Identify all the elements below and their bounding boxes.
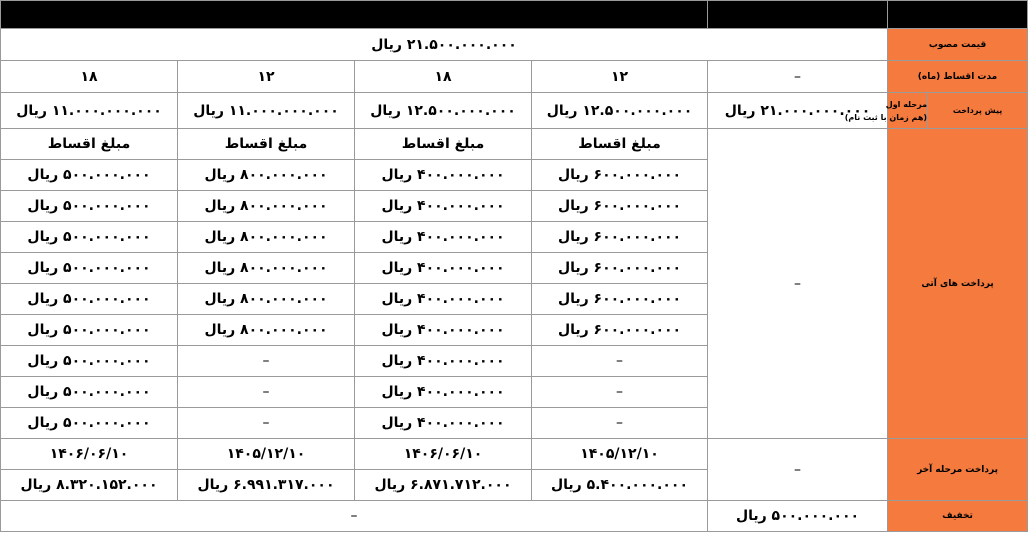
header-installment: اقساطی [1, 1, 708, 29]
plan-2-installment-4: ۴۰۰.۰۰۰.۰۰۰ ریال [355, 253, 532, 284]
duration-label: مدت اقساط (ماه) [888, 61, 1028, 93]
plan-4-prepayment: ۱۱.۰۰۰.۰۰۰.۰۰۰ ریال [1, 93, 178, 129]
plan-4-installment-4: ۵۰۰.۰۰۰.۰۰۰ ریال [1, 253, 178, 284]
installments-header-row [1, 129, 1028, 160]
header-terms: شرایط [888, 1, 1028, 29]
plan-1-prepayment: ۱۲.۵۰۰.۰۰۰.۰۰۰ ریال [532, 93, 708, 129]
plan-4-installment-1: ۵۰۰.۰۰۰.۰۰۰ ریال [1, 160, 178, 191]
plan-4-final-amount: ۸.۳۲۰.۱۵۲.۰۰۰ ریال [1, 470, 178, 501]
header-row [1, 1, 1028, 29]
stage-one-line1: مرحله اول [885, 99, 928, 109]
plan-1-installment-9: – [532, 408, 708, 439]
installment-discount: – [1, 501, 708, 532]
plan-2-installments-header: مبلغ اقساط [355, 129, 532, 160]
plan-1-installment-3: ۶۰۰.۰۰۰.۰۰۰ ریال [532, 222, 708, 253]
stage-one-label [844, 93, 928, 129]
approved-price-row [1, 29, 1028, 61]
header-cash: نقدی [708, 1, 888, 29]
plan-3-installment-5: ۸۰۰.۰۰۰.۰۰۰ ریال [178, 284, 355, 315]
plan-3-final-date: ۱۴۰۵/۱۲/۱۰ [178, 439, 355, 470]
plan-1-installment-2: ۶۰۰.۰۰۰.۰۰۰ ریال [532, 191, 708, 222]
plan-2-installment-7: ۴۰۰.۰۰۰.۰۰۰ ریال [355, 346, 532, 377]
plan-2-final-date: ۱۴۰۶/۰۶/۱۰ [355, 439, 532, 470]
plan-2-final-amount: ۶.۸۷۱.۷۱۲.۰۰۰ ریال [355, 470, 532, 501]
plan-1-final-amount: ۵.۴۰۰.۰۰۰.۰۰۰ ریال [532, 470, 708, 501]
plan-2-installment-9: ۴۰۰.۰۰۰.۰۰۰ ریال [355, 408, 532, 439]
plan-3-installments-header: مبلغ اقساط [178, 129, 355, 160]
plan-4-final-date: ۱۴۰۶/۰۶/۱۰ [1, 439, 178, 470]
plan-3-installment-3: ۸۰۰.۰۰۰.۰۰۰ ریال [178, 222, 355, 253]
final-payment-date-row [1, 439, 1028, 470]
plan-1-final-date: ۱۴۰۵/۱۲/۱۰ [532, 439, 708, 470]
plan-2-installment-5: ۴۰۰.۰۰۰.۰۰۰ ریال [355, 284, 532, 315]
plan-4-installment-2: ۵۰۰.۰۰۰.۰۰۰ ریال [1, 191, 178, 222]
plan-4-installment-5: ۵۰۰.۰۰۰.۰۰۰ ریال [1, 284, 178, 315]
plan-1-installment-6: ۶۰۰.۰۰۰.۰۰۰ ریال [532, 315, 708, 346]
plan-3-installment-9: – [178, 408, 355, 439]
plan-3-installment-7: – [178, 346, 355, 377]
prepayment-row [1, 93, 1028, 129]
plan-4-installment-6: ۵۰۰.۰۰۰.۰۰۰ ریال [1, 315, 178, 346]
plan-4-installment-8: ۵۰۰.۰۰۰.۰۰۰ ریال [1, 377, 178, 408]
plan-4-installment-9: ۵۰۰.۰۰۰.۰۰۰ ریال [1, 408, 178, 439]
plan-3-installment-2: ۸۰۰.۰۰۰.۰۰۰ ریال [178, 191, 355, 222]
cash-final: – [708, 439, 888, 501]
plan-2-installment-6: ۴۰۰.۰۰۰.۰۰۰ ریال [355, 315, 532, 346]
approved-price-value: ۲۱.۵۰۰.۰۰۰.۰۰۰ ریال [1, 29, 888, 61]
plan-2-prepayment: ۱۲.۵۰۰.۰۰۰.۰۰۰ ریال [355, 93, 532, 129]
plan-3-duration: ۱۲ [178, 61, 355, 93]
plan-3-installment-4: ۸۰۰.۰۰۰.۰۰۰ ریال [178, 253, 355, 284]
plan-1-installment-4: ۶۰۰.۰۰۰.۰۰۰ ریال [532, 253, 708, 284]
discount-row [1, 501, 1028, 532]
future-payments-label: پرداخت های آتی [888, 129, 1028, 439]
plan-2-installment-2: ۴۰۰.۰۰۰.۰۰۰ ریال [355, 191, 532, 222]
plan-4-duration: ۱۸ [1, 61, 178, 93]
prepayment-label: پیش پرداخت [928, 93, 1028, 129]
plan-1-installment-7: – [532, 346, 708, 377]
cash-discount: ۵۰۰.۰۰۰.۰۰۰ ریال [708, 501, 888, 532]
final-payment-label: پرداخت مرحله آخر [888, 439, 1028, 501]
cash-prepayment: ۲۱.۰۰۰.۰۰۰.۰۰۰ ریال [708, 93, 888, 129]
plan-1-installment-5: ۶۰۰.۰۰۰.۰۰۰ ریال [532, 284, 708, 315]
plan-3-installment-6: ۸۰۰.۰۰۰.۰۰۰ ریال [178, 315, 355, 346]
plan-1-installments-header: مبلغ اقساط [532, 129, 708, 160]
plan-3-installment-1: ۸۰۰.۰۰۰.۰۰۰ ریال [178, 160, 355, 191]
plan-3-final-amount: ۶.۹۹۱.۳۱۷.۰۰۰ ریال [178, 470, 355, 501]
plan-2-installment-1: ۴۰۰.۰۰۰.۰۰۰ ریال [355, 160, 532, 191]
discount-label: تخفیف [888, 501, 1028, 532]
plan-2-installment-3: ۴۰۰.۰۰۰.۰۰۰ ریال [355, 222, 532, 253]
approved-price-label: قیمت مصوب [888, 29, 1028, 61]
plan-4-installments-header: مبلغ اقساط [1, 129, 178, 160]
cash-duration: – [708, 61, 888, 93]
stage-one-line2: (هم زمان با ثبت نام) [844, 112, 928, 122]
plan-3-prepayment: ۱۱.۰۰۰.۰۰۰.۰۰۰ ریال [178, 93, 355, 129]
plan-4-installment-7: ۵۰۰.۰۰۰.۰۰۰ ریال [1, 346, 178, 377]
cash-future: – [708, 129, 888, 439]
plan-4-installment-3: ۵۰۰.۰۰۰.۰۰۰ ریال [1, 222, 178, 253]
plan-1-installment-1: ۶۰۰.۰۰۰.۰۰۰ ریال [532, 160, 708, 191]
plan-2-installment-8: ۴۰۰.۰۰۰.۰۰۰ ریال [355, 377, 532, 408]
plan-1-duration: ۱۲ [532, 61, 708, 93]
duration-row [1, 61, 1028, 93]
plan-3-installment-8: – [178, 377, 355, 408]
plan-2-duration: ۱۸ [355, 61, 532, 93]
plan-1-installment-8: – [532, 377, 708, 408]
